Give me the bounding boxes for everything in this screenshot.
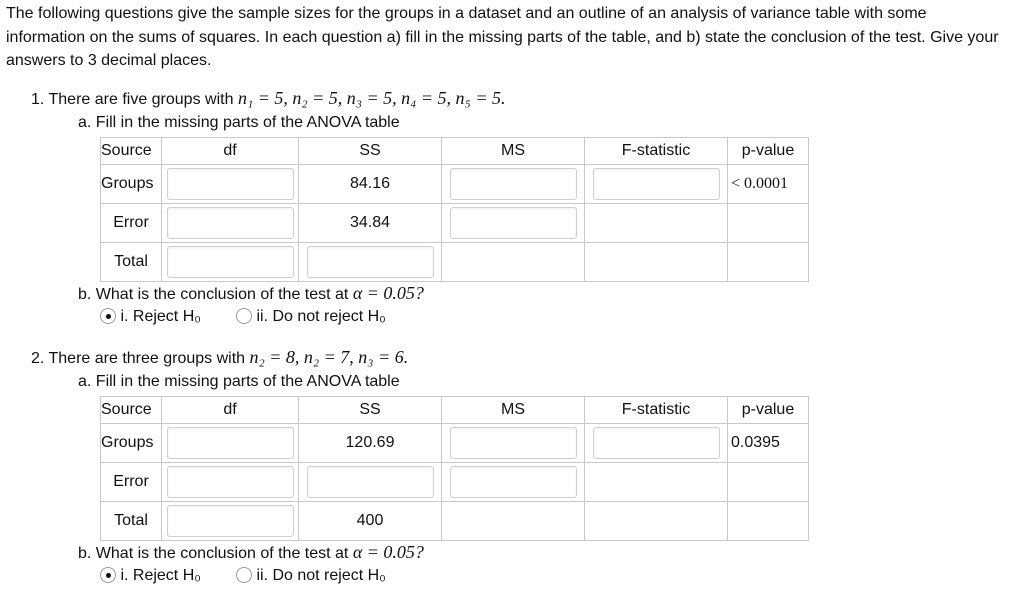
empty-cell [585, 243, 728, 282]
empty-cell [585, 463, 728, 502]
row-label-groups: Groups [101, 424, 162, 463]
radio-empty-icon[interactable] [236, 308, 252, 324]
groups-ms-input[interactable] [450, 427, 577, 459]
table-row-error [101, 204, 809, 243]
question-2-part-a: a. Fill in the missing parts of the ANOVA table [78, 373, 400, 390]
groups-ss-value: 120.69 [299, 424, 442, 463]
error-ss-value: 34.84 [299, 204, 442, 243]
header-p-value: p-value [728, 138, 809, 165]
row-label-total: Total [101, 502, 162, 541]
empty-cell [728, 463, 809, 502]
question-2-line [31, 347, 408, 368]
do-not-reject-h0-option-2[interactable] [236, 567, 386, 585]
total-df-input[interactable] [167, 505, 294, 537]
header-df: df [162, 138, 299, 165]
anova-table-1 [100, 137, 809, 282]
do-not-reject-h0-option-1[interactable] [236, 308, 386, 326]
table-header-row [101, 138, 809, 165]
error-ms-input[interactable] [450, 466, 577, 498]
groups-f-input[interactable] [593, 168, 720, 200]
empty-cell [728, 502, 809, 541]
row-label-total: Total [101, 243, 162, 282]
table-row-error [101, 463, 809, 502]
header-ms: MS [442, 138, 585, 165]
header-source: Source [101, 397, 162, 424]
header-source: Source [101, 138, 162, 165]
reject-label: i. Reject H₀ [120, 567, 201, 584]
radio-empty-icon[interactable] [236, 567, 252, 583]
reject-h0-option-2[interactable] [100, 567, 201, 585]
total-df-input[interactable] [167, 246, 294, 278]
header-f-statistic: F-statistic [585, 397, 728, 424]
groups-ms-input[interactable] [450, 168, 577, 200]
header-f-statistic: F-statistic [585, 138, 728, 165]
header-p-value: p-value [728, 397, 809, 424]
reject-h0-option-1[interactable] [100, 308, 201, 326]
table-row-total [101, 502, 809, 541]
reject-label: i. Reject H₀ [120, 308, 201, 325]
table-row-groups [101, 424, 809, 463]
alpha-value: α = 0.05? [352, 542, 424, 562]
table-header-row [101, 397, 809, 424]
radio-selected-icon[interactable] [100, 567, 116, 583]
table-row-total [101, 243, 809, 282]
row-label-error: Error [101, 204, 162, 243]
empty-cell [442, 502, 585, 541]
row-label-error: Error [101, 463, 162, 502]
question-2-sample-sizes: n₂ = 8, n₂ = 7, n₃ = 6. [249, 347, 409, 367]
question-1-part-b [78, 283, 424, 304]
question-2-number: 2. [31, 350, 45, 367]
groups-ss-value: 84.16 [299, 165, 442, 204]
question-1-text: There are five groups with [48, 91, 234, 108]
total-ss-value: 400 [299, 502, 442, 541]
question-1-line [31, 88, 505, 109]
header-df: df [162, 397, 299, 424]
table-row-groups [101, 165, 809, 204]
part-b-text: b. What is the conclusion of the test at [78, 545, 349, 562]
question-1-part-a: a. Fill in the missing parts of the ANOVA table [78, 114, 400, 131]
groups-df-input[interactable] [167, 168, 294, 200]
error-df-input[interactable] [167, 207, 294, 239]
empty-cell [728, 204, 809, 243]
header-ss: SS [299, 138, 442, 165]
alpha-value: α = 0.05? [352, 283, 424, 303]
groups-p-value: 0.0395 [728, 424, 809, 463]
groups-f-input[interactable] [593, 427, 720, 459]
error-ms-input[interactable] [450, 207, 577, 239]
groups-p-value: < 0.0001 [728, 165, 809, 204]
question-1-sample-sizes: n₁ = 5, n₂ = 5, n₃ = 5, n₄ = 5, n₅ = 5. [237, 88, 506, 108]
empty-cell [585, 502, 728, 541]
row-label-groups: Groups [101, 165, 162, 204]
groups-df-input[interactable] [167, 427, 294, 459]
error-df-input[interactable] [167, 466, 294, 498]
question-2-text: There are three groups with [48, 350, 246, 367]
header-ms: MS [442, 397, 585, 424]
header-ss: SS [299, 397, 442, 424]
anova-table-2 [100, 396, 809, 541]
do-not-reject-label: ii. Do not reject H₀ [256, 308, 386, 325]
radio-selected-icon[interactable] [100, 308, 116, 324]
part-b-text: b. What is the conclusion of the test at [78, 286, 349, 303]
question-1-number: 1. [31, 91, 45, 108]
empty-cell [585, 204, 728, 243]
error-ss-input[interactable] [307, 466, 434, 498]
empty-cell [728, 243, 809, 282]
instructions-text: The following questions give the sample sizes for the groups in a dataset and an outline of an analysis of variance table with some information on the sums of squares. In each question a) fill in the missing parts of the table, and b) state the conclusion of the test. Give your answers to 3 decimal places. [6, 5, 999, 69]
do-not-reject-label: ii. Do not reject H₀ [256, 567, 386, 584]
question-2-part-b [78, 542, 424, 563]
empty-cell [442, 243, 585, 282]
total-ss-input[interactable] [307, 246, 434, 278]
